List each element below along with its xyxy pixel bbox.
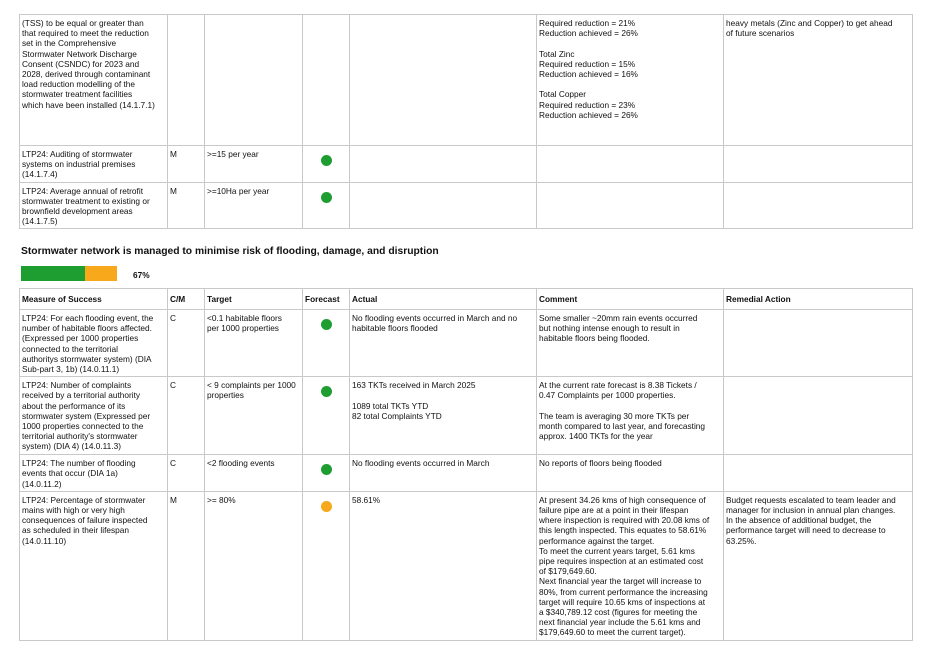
progress-bar [21,266,117,281]
text-line: events that occur (DIA 1a) [22,468,118,479]
text-line: performance against the target. [539,535,655,546]
remedial-cell [724,491,913,640]
paragraph [539,458,721,468]
text-line: Required reduction = 23% [539,99,636,110]
header-cm: C/M [168,289,205,310]
paragraph [539,495,721,638]
text-line: brownfield development areas [22,206,133,217]
text-line: Stormwater Network Discharge [22,48,137,59]
text-line: 58.61% [352,494,381,505]
measure-cell [20,455,168,492]
forecast-status-icon [321,192,332,203]
text-line: system) (DIA 4) (14.0.11.3) [22,441,121,452]
text-line: At present 34.26 kms of high consequence of [539,494,706,505]
text-line: number of habitable floors affected. [22,323,152,334]
text-line: month compared to last year, and forecasting [539,421,706,432]
text-line: authoritys stormwater system) (DIA [22,353,152,364]
text-line: Sub-part 3, 1b) (14.0.11.1) [22,364,120,375]
text-line: this length inspected. This equates to 58.61% [539,525,707,536]
text-line: <2 flooding events [207,458,275,469]
text-line: Reduction achieved = 26% [539,109,638,120]
measure-cell [20,15,168,146]
paragraph [352,401,534,421]
text-line: which have been installed (14.1.7.1) [22,99,155,110]
text-line: heavy metals (Zinc and Copper) to get ahead [726,18,893,28]
text-line: (14.0.11.10) [22,535,67,546]
comment-cell [537,182,724,229]
actual-cell [350,182,537,229]
text-line: 63.25%. [726,535,757,546]
text-line: systems on industrial premises [22,159,136,170]
text-line: 0.47 Complaints per 1000 properties. [539,390,676,401]
remedial-cell [724,310,913,377]
measure-cell [20,491,168,640]
section-title: Stormwater network is managed to minimise risk of flooding, damage, and disruption [21,246,439,257]
text-line: Total Copper [539,89,587,100]
progress-achieved-segment [21,266,85,281]
cm-cell: C [168,310,205,377]
text-line: <0.1 habitable floors [207,313,282,323]
measure-cell [20,182,168,229]
forecast-cell [303,491,350,640]
table-row [20,377,913,455]
actual-cell [350,146,537,183]
text-line: as scheduled in their lifespan [22,525,130,536]
actual-cell [350,310,537,377]
text-line: 1089 total TKTs YTD [352,400,429,411]
cm-cell: C [168,455,205,492]
measures-table [19,288,913,641]
paragraph [352,313,534,333]
text-line: 80%, from current performance the increasing [539,586,708,597]
text-line: The team is averaging 30 more TKTs per [539,410,690,421]
forecast-status-icon [321,501,332,512]
remedial-cell [724,182,913,229]
paragraph [539,380,721,400]
table-row [20,182,913,229]
target-cell [205,15,303,146]
comment-cell [537,146,724,183]
cm-cell: C [168,377,205,455]
paragraph [539,411,721,442]
header-remedial: Remedial Action [724,289,913,310]
text-line: stormwater treatment to existing or [22,195,150,206]
cm-cell [168,15,205,146]
actual-cell [350,15,537,146]
paragraph [726,495,910,546]
text-line: that required to meet the reduction [22,28,149,39]
progress-percent-label: 67% [133,270,150,280]
text-line: To meet the current years target, 5.61 kms [539,545,695,556]
table-row [20,310,913,377]
text-line: mains with high or very high [22,505,125,516]
text-line: Total Zinc [539,48,575,59]
table-row [20,491,913,640]
forecast-cell [303,377,350,455]
header-actual: Actual [350,289,537,310]
paragraph [539,313,721,344]
forecast-cell [303,182,350,229]
text-line: stormwater treatment facilities [22,89,133,100]
measure-cell [20,310,168,377]
forecast-status-icon [321,386,332,397]
measures-body [20,310,913,641]
target-cell [205,377,303,455]
text-line: LTP24: Number of complaints [22,380,132,391]
text-line: where inspection is required with 20.08 kms of [539,515,710,526]
header-forecast: Forecast [303,289,350,310]
text-line: Reduction achieved = 16% [539,69,638,79]
text-line: performance target will need to decrease to [726,525,886,536]
text-line: connected to the territorial [22,343,118,354]
remedial-cell [724,146,913,183]
comment-cell [537,491,724,640]
forecast-status-icon [321,464,332,475]
actual-cell [350,491,537,640]
text-line: of $179,649.60. [539,566,597,577]
comment-cell [537,15,724,146]
text-line: (Expressed per 1000 properties [22,333,139,344]
text-line: Required reduction = 15% [539,58,636,69]
paragraph [539,49,721,80]
forecast-cell [303,146,350,183]
text-line: No flooding events occurred in March and no [352,313,518,323]
text-line: properties [207,390,244,401]
header-target: Target [205,289,303,310]
text-line: 82 total Complaints YTD [352,410,442,421]
actual-cell [350,455,537,492]
text-line: < 9 complaints per 1000 [207,380,296,391]
forecast-status-icon [321,155,332,166]
cm-cell: M [168,146,205,183]
target-cell: >=10Ha per year [205,182,303,229]
comment-cell [537,377,724,455]
measure-cell [20,377,168,455]
actual-cell [350,377,537,455]
text-line: approx. 1400 TKTs for the year [539,431,653,442]
text-line: LTP24: For each flooding event, the [22,313,154,323]
target-cell: >=15 per year [205,146,303,183]
measure-cell [20,146,168,183]
remedial-cell [724,15,913,146]
paragraph [352,458,534,468]
text-line: per 1000 properties [207,323,279,334]
text-line: (TSS) to be equal or greater than [22,18,144,28]
text-line: Consent (CSNDC) for 2023 and [22,58,140,69]
text-line: a $340,789.12 cost (figures for meeting the [539,607,698,618]
text-line: habitable floors being flooded. [539,333,650,344]
text-line: territorial authority's stormwater [22,431,138,442]
paragraph [539,18,721,38]
text-line: received by a territorial authority [22,390,141,401]
text-line: Reduction achieved = 26% [539,28,638,39]
paragraph [352,495,534,505]
text-line: habitable floors flooded [352,323,438,334]
table-row [20,15,913,146]
text-line: about the performance of its [22,400,126,411]
text-line: but nothing intense enough to result in [539,323,680,334]
text-line: stormwater system (Expressed per [22,410,151,421]
text-line: Next financial year the target will increase to [539,576,702,587]
text-line: Required reduction = 21% [539,18,636,28]
comment-cell [537,310,724,377]
text-line: $179,649.60 to meet the current target). [539,627,686,638]
cm-cell: M [168,491,205,640]
previous-measures-body [20,15,913,229]
text-line: LTP24: Auditing of stormwater [22,149,133,159]
paragraph [539,89,721,120]
table-row [20,455,913,492]
text-line: load reduction modelling of the [22,79,136,90]
text-line: 163 TKTs received in March 2025 [352,380,476,391]
text-line: No flooding events occurred in March [352,458,490,469]
target-cell [205,491,303,640]
progress-remaining-segment [85,266,117,281]
text-line: >= 80% [207,494,236,505]
text-line: LTP24: The number of flooding [22,458,136,469]
text-line: No reports of floors being flooded [539,458,662,469]
target-cell [205,455,303,492]
table-header-row [20,289,913,310]
comment-cell [537,455,724,492]
text-line: (14.0.11.2) [22,478,62,489]
text-line: 1000 properties connected to the [22,421,144,432]
text-line: pipe requires inspection at an estimated cost [539,556,704,567]
text-line: manager for inclusion in annual plan changes. [726,505,896,516]
text-line: (14.1.7.4) [22,169,58,180]
table-row [20,146,913,183]
remedial-cell [724,455,913,492]
text-line: 2028, derived through contaminant [22,69,151,80]
text-line: of future scenarios [726,28,795,39]
text-line: failure pipe are at a point in their lifespan [539,505,689,516]
forecast-status-icon [321,319,332,330]
header-measure: Measure of Success [20,289,168,310]
text-line: consequences of failure inspected [22,515,148,526]
text-line: target will require 10.65 kms of inspections at [539,596,706,607]
text-line: In the absence of additional budget, the [726,515,872,526]
target-cell [205,310,303,377]
forecast-cell [303,310,350,377]
paragraph [352,380,534,390]
text-line: (14.1.7.5) [22,216,58,227]
text-line: At the current rate forecast is 8.38 Tickets / [539,380,697,391]
header-comment: Comment [537,289,724,310]
forecast-cell [303,15,350,146]
previous-measures-table [19,14,913,229]
text-line: Budget requests escalated to team leader and [726,494,896,505]
text-line: set in the Comprehensive [22,38,117,49]
remedial-cell [724,377,913,455]
cm-cell: M [168,182,205,229]
text-line: Some smaller ~20mm rain events occurred [539,313,698,323]
text-line: LTP24: Average annual of retrofit [22,185,143,196]
text-line: LTP24: Percentage of stormwater [22,494,146,505]
text-line: next financial year include the 5.61 kms and [539,617,701,628]
forecast-cell [303,455,350,492]
